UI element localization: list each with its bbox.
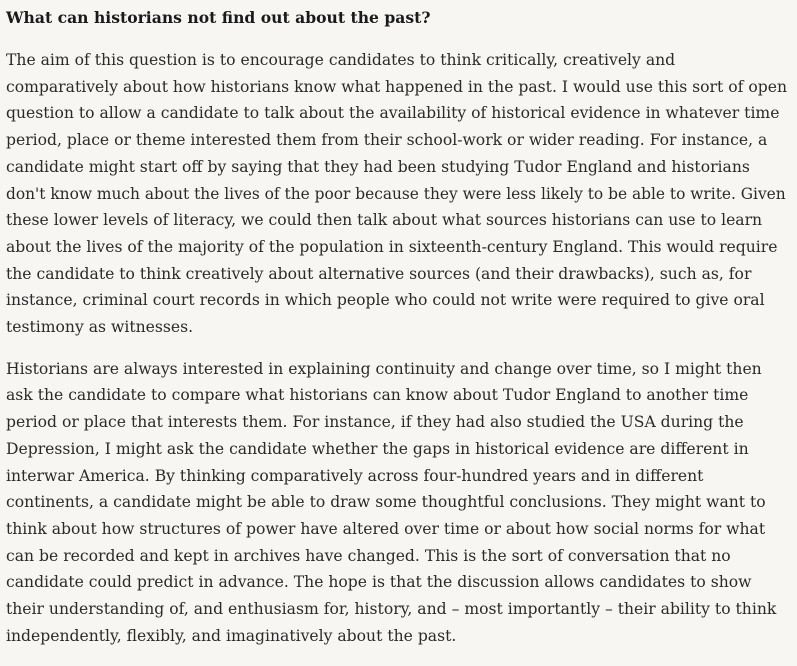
paragraph-line: comparatively about how historians know what happened in the past. I would use this sort of open	[6, 77, 787, 96]
paragraph-line: ask the candidate to compare what historians can know about Tudor England to another time	[6, 386, 749, 405]
paragraph-line: The aim of this question is to encourage candidates to think critically, creatively and	[6, 51, 676, 69]
paragraph-line: these lower levels of literacy, we could then talk about what sources historians can use to learn	[6, 211, 763, 230]
paragraph-line: candidate might start off by saying that they had been studying Tudor England and historians	[6, 157, 750, 176]
paragraph-line: period or place that interests them. For instance, if they had also studied the USA during the	[6, 413, 744, 432]
paragraph-line: about the lives of the majority of the population in sixteenth-century England. This would require	[6, 237, 778, 256]
paragraph-line: their understanding of, and enthusiasm for, history, and – most importantly – their ability to think	[6, 600, 777, 619]
paragraph-line: candidate could predict in advance. The hope is that the discussion allows candidates to show	[6, 573, 752, 592]
paragraph-line: continents, a candidate might be able to draw some thoughtful conclusions. They might want to	[6, 493, 766, 512]
paragraph-line: Depression, I might ask the candidate whether the gaps in historical evidence are different in	[6, 439, 749, 458]
paragraph-line: don't know much about the lives of the poor because they were less likely to be able to write. Given	[6, 184, 786, 203]
paragraph-line: can be recorded and kept in archives have changed. This is the sort of conversation that no	[6, 546, 731, 565]
article-heading: What can historians not find out about the past?	[6, 8, 431, 27]
paragraph-line: period, place or theme interested them from their school-work or wider reading. For instance, a	[6, 131, 768, 150]
paragraph-2	[6, 356, 787, 650]
paragraph-line: interwar America. By thinking comparatively across four-hundred years and in different	[6, 466, 704, 485]
paragraph-1	[6, 47, 787, 341]
paragraph-line: Historians are always interested in explaining continuity and change over time, so I might then	[6, 359, 762, 378]
paragraph-line: testimony as witnesses.	[6, 318, 194, 337]
paragraph-line: the candidate to think creatively about alternative sources (and their drawbacks), such as, for	[6, 264, 752, 283]
paragraph-line: think about how structures of power have altered over time or about how social norms for what	[6, 519, 766, 538]
paragraph-line: question to allow a candidate to talk about the availability of historical evidence in whatever time	[6, 104, 780, 123]
paragraph-line: instance, criminal court records in which people who could not write were required to give oral	[6, 291, 765, 310]
paragraph-line: independently, flexibly, and imaginatively about the past.	[6, 626, 457, 645]
